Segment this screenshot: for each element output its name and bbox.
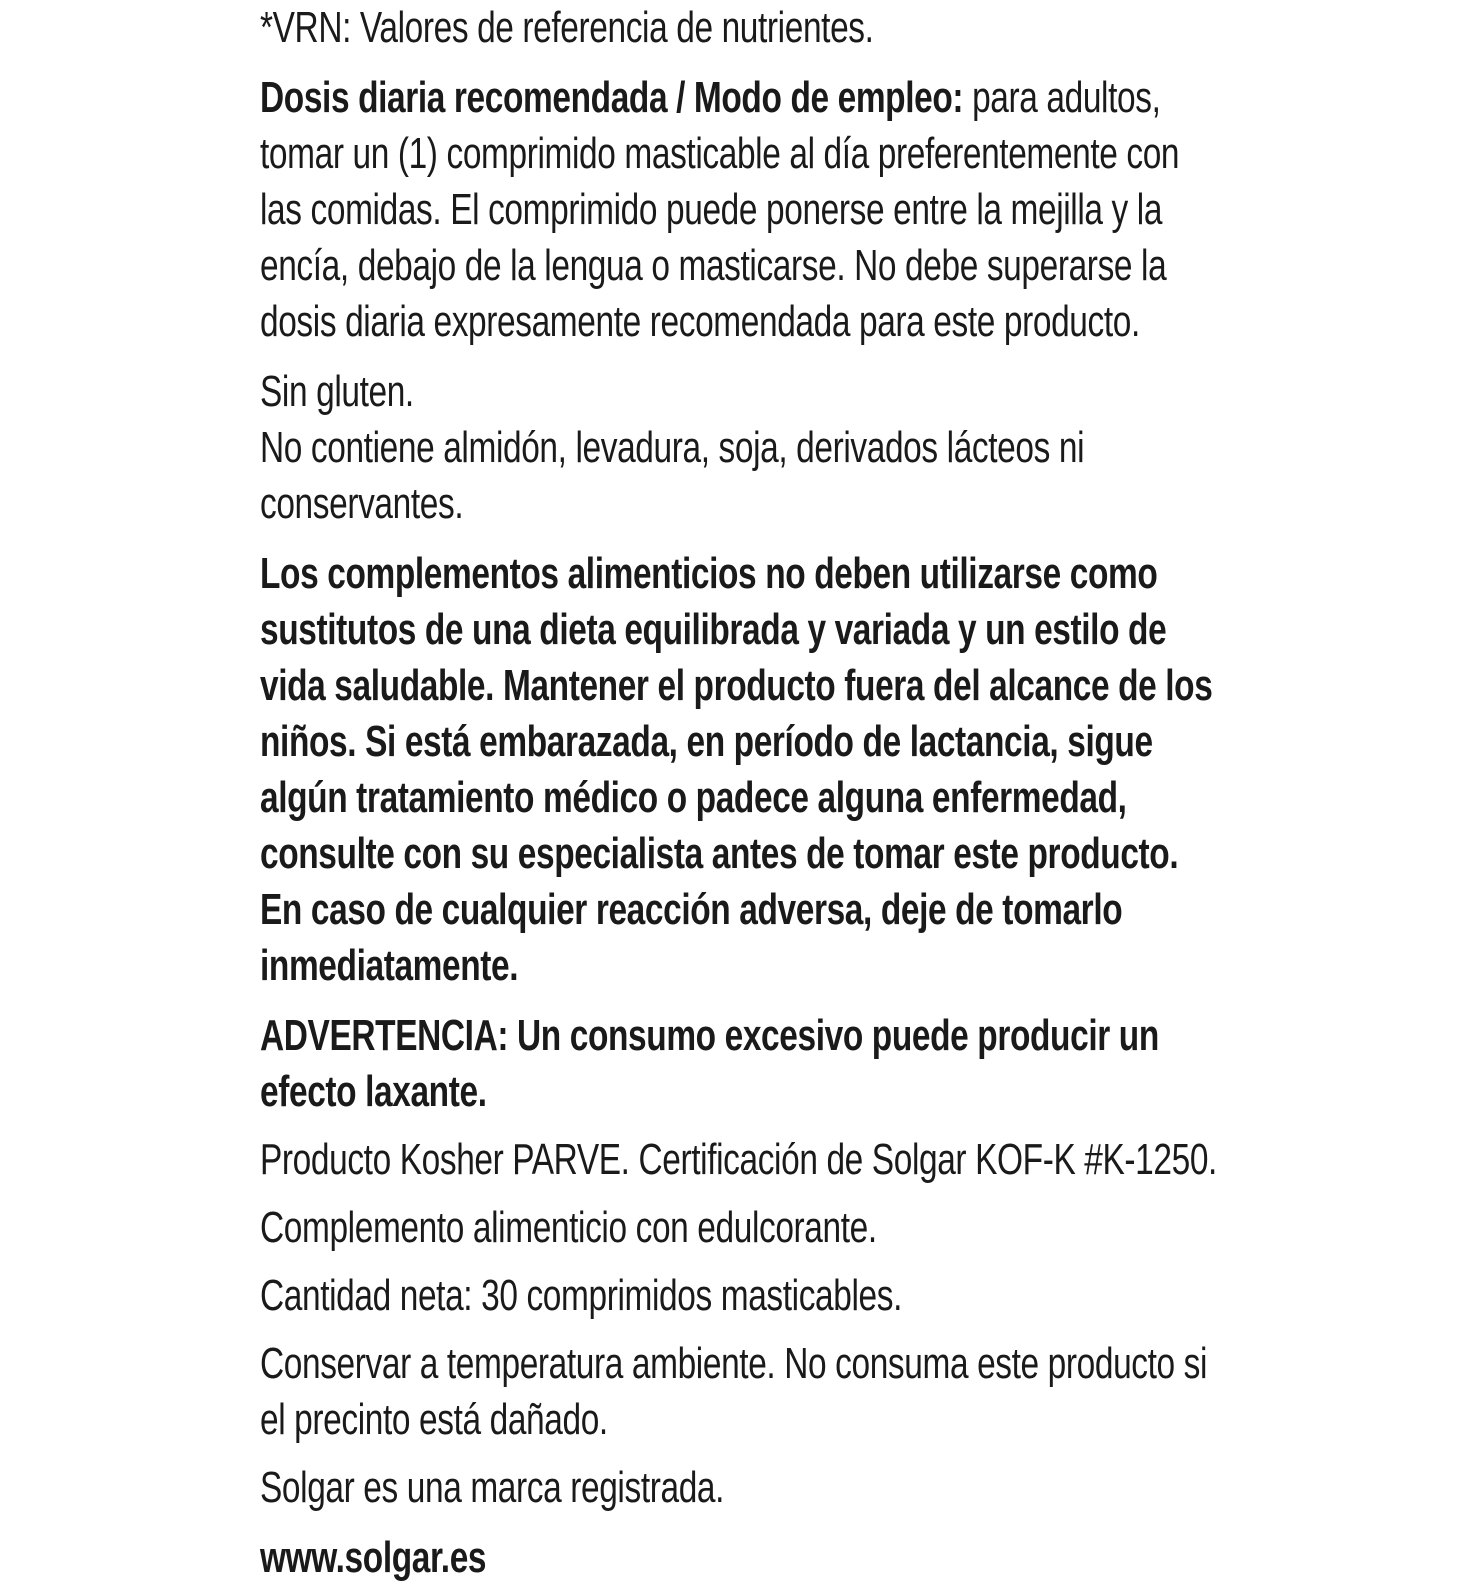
laxative-warning: ADVERTENCIA: Un consumo excesivo puede producir un efecto laxante. [260, 1011, 1159, 1116]
kosher-certification: Producto Kosher PARVE. Certificación de Solgar KOF-K #K-1250. [260, 1135, 1217, 1184]
dosage-paragraph [260, 70, 1220, 350]
website-link[interactable]: www.solgar.es [260, 1533, 487, 1582]
product-type: Complemento alimenticio con edulcorante. [260, 1203, 877, 1252]
dosage-heading: Dosis diaria recomendada / Modo de empleo: [260, 73, 964, 122]
general-warning: Los complementos alimenticios no deben utilizarse como sustitutos de una dieta equilibrada y variada y un estilo de vida saludable. Mantener el producto fuera del alcance de los niños. Si está embarazada, en período de lactancia, sigue algún tratamiento médico o padece alguna enfermedad, consulte con su especialista antes de tomar este producto. En caso de cualquier reacción adversa, deje de tomarlo inmediatamente. [260, 549, 1213, 990]
dosage-text: para adultos, tomar un (1) comprimido masticable al día preferentemente con las comidas. El comprimido puede ponerse entre la mejilla y la encía, debajo de la lengua o masticarse. No debe superarse la dosis diaria expresamente recomendada para este producto. [260, 73, 1180, 346]
product-label-text [260, 0, 1217, 1586]
net-quantity: Cantidad neta: 30 comprimidos masticables. [260, 1271, 903, 1320]
gluten-free-note: Sin gluten. [260, 367, 414, 416]
storage-instructions: Conservar a temperatura ambiente. No consuma este producto si el precinto está dañado. [260, 1339, 1208, 1444]
vrn-note: *VRN: Valores de referencia de nutrientes. [260, 3, 874, 52]
trademark-note: Solgar es una marca registrada. [260, 1463, 725, 1512]
free-from-note: No contiene almidón, levadura, soja, derivados lácteos ni conservantes. [260, 423, 1085, 528]
